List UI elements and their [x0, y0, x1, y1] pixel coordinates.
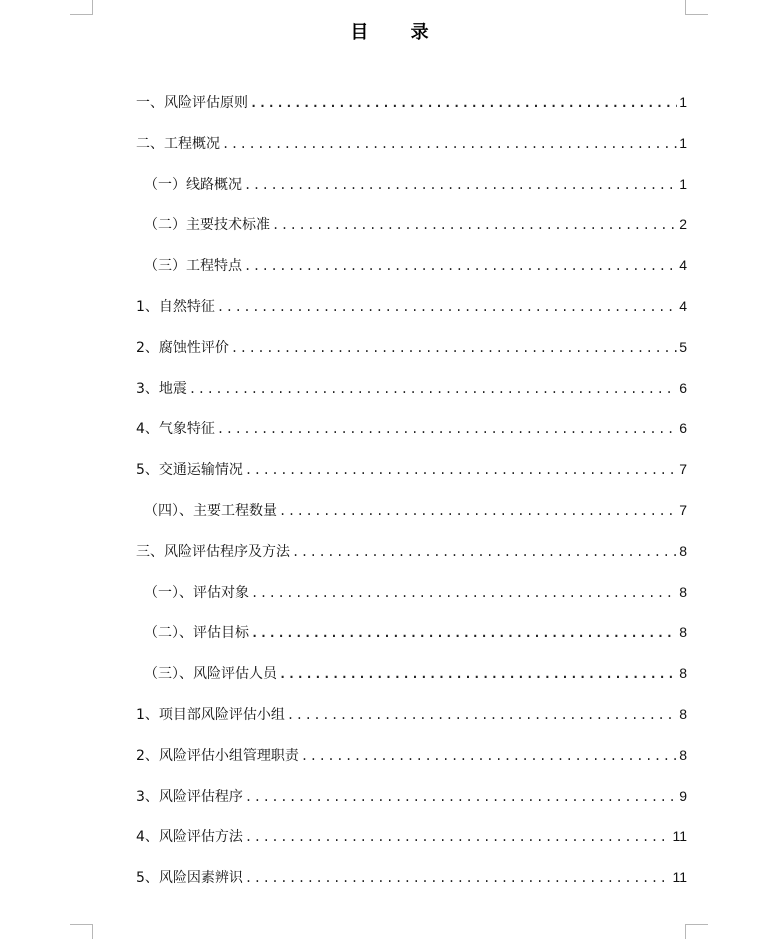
toc-page-number: 11	[672, 869, 687, 886]
toc-dot-leader	[279, 664, 677, 684]
toc-entry-text: （三）、风险评估人员	[144, 666, 277, 683]
toc-entry[interactable]	[136, 378, 687, 419]
toc-dot-leader	[245, 460, 677, 480]
toc-entry-text: 1、自然特征	[136, 298, 215, 315]
toc-entry[interactable]	[136, 786, 687, 827]
toc-dot-leader	[251, 623, 677, 643]
toc-entry-text: 3、地震	[136, 380, 187, 397]
toc-entry-text: 一、风险评估原则	[136, 95, 248, 111]
toc-dot-leader	[189, 379, 677, 399]
toc-entry-text: （一）线路概况	[144, 176, 242, 193]
toc-entry[interactable]	[136, 296, 687, 337]
toc-page-number: 11	[672, 828, 687, 845]
toc-page-number: 2	[679, 216, 687, 233]
toc-entry[interactable]	[136, 826, 687, 867]
toc-entry-text: 4、风险评估方法	[136, 829, 243, 846]
toc-entry[interactable]	[136, 255, 687, 296]
toc-entry-text: 5、交通运输情况	[136, 462, 243, 479]
toc-dot-leader	[245, 787, 677, 807]
toc-page-number: 8	[679, 746, 687, 763]
toc-entry-text: （三）工程特点	[144, 258, 242, 275]
toc-entry[interactable]	[136, 500, 687, 541]
toc-dot-leader	[279, 501, 677, 521]
toc-entry[interactable]	[136, 337, 687, 378]
toc-entry[interactable]	[136, 133, 687, 174]
crop-mark-bottom-left	[70, 924, 93, 939]
toc-entry[interactable]	[136, 622, 687, 663]
toc-page-number: 8	[679, 665, 687, 682]
toc-page-number: 1	[679, 175, 687, 192]
toc-entry-text: 二、工程概况	[136, 135, 220, 152]
toc-page-number: 1	[679, 134, 687, 151]
toc-page-number: 7	[679, 461, 687, 478]
toc-entry-text: 三、风险评估程序及方法	[136, 543, 290, 560]
table-of-contents	[136, 92, 687, 908]
crop-mark-top-right	[685, 0, 708, 15]
toc-title: 目 录	[350, 22, 447, 43]
toc-page-number: 8	[679, 542, 687, 559]
toc-entry-text: 2、腐蚀性评价	[136, 339, 229, 356]
toc-entry-text: 2、风险评估小组管理职责	[136, 747, 299, 764]
toc-dot-leader	[250, 93, 677, 113]
toc-dot-leader	[244, 256, 677, 276]
toc-entry-text: 3、风险评估程序	[136, 788, 243, 805]
toc-dot-leader	[217, 297, 677, 317]
toc-dot-leader	[287, 705, 677, 725]
toc-entry[interactable]	[136, 582, 687, 623]
toc-page-number: 6	[679, 379, 687, 396]
toc-page-number: 4	[679, 257, 687, 274]
toc-page-number: 7	[679, 501, 687, 518]
toc-entry[interactable]	[136, 92, 687, 133]
toc-entry-text: （四）、主要工程数量	[144, 502, 277, 519]
toc-dot-leader	[217, 419, 677, 439]
toc-dot-leader	[301, 746, 677, 766]
toc-entry-text: （一）、评估对象	[144, 584, 249, 601]
toc-entry[interactable]	[136, 745, 687, 786]
toc-entry[interactable]	[136, 174, 687, 215]
toc-dot-leader	[222, 134, 677, 154]
toc-page-number: 8	[679, 624, 687, 641]
toc-entry-text: 1、项目部风险评估小组	[136, 706, 285, 723]
toc-entry[interactable]	[136, 214, 687, 255]
toc-page-number: 1	[679, 94, 687, 110]
toc-entry-text: 5、风险因素辨识	[136, 870, 243, 887]
crop-mark-top-left	[70, 0, 93, 15]
toc-entry-text: （二）、评估目标	[144, 625, 249, 642]
toc-dot-leader	[251, 583, 677, 603]
toc-dot-leader	[244, 175, 677, 195]
toc-entry[interactable]	[136, 867, 687, 908]
toc-entry[interactable]	[136, 418, 687, 459]
toc-page-number: 9	[679, 787, 687, 804]
crop-mark-bottom-right	[685, 924, 708, 939]
toc-page-number: 4	[679, 297, 687, 314]
toc-page-number: 6	[679, 420, 687, 437]
toc-page-number: 8	[679, 705, 687, 722]
toc-dot-leader	[272, 215, 677, 235]
toc-entry-text: 4、气象特征	[136, 421, 215, 438]
toc-entry[interactable]	[136, 459, 687, 500]
toc-dot-leader	[292, 542, 677, 562]
toc-page-number: 5	[679, 338, 687, 355]
toc-dot-leader	[231, 338, 677, 358]
toc-entry[interactable]	[136, 663, 687, 704]
toc-entry-text: （二）主要技术标准	[144, 217, 270, 234]
toc-page-number: 8	[679, 583, 687, 600]
toc-entry[interactable]	[136, 541, 687, 582]
toc-entry[interactable]	[136, 704, 687, 745]
toc-dot-leader	[245, 827, 671, 847]
toc-dot-leader	[245, 868, 671, 888]
